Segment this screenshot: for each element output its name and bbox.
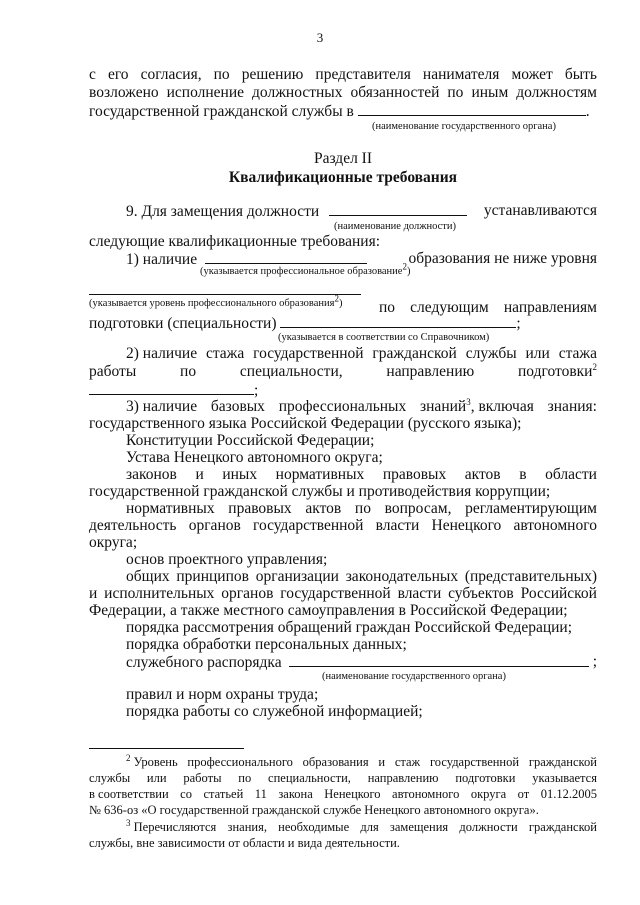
top-line-3 — [89, 102, 597, 120]
caption-reference: (указывается в соответствии со Справочником) — [278, 332, 490, 343]
item3-knowledge-word: знаний — [420, 398, 467, 415]
footnote-2-line-3 — [89, 787, 597, 802]
item3-line-6: государственной гражданской службы и противодействия коррупции; — [89, 483, 551, 500]
word: автономного — [392, 787, 460, 801]
word: стажа — [558, 345, 597, 362]
item3-line-15: порядка обработки персональных данных; — [126, 636, 407, 653]
word: профессионального — [187, 755, 293, 769]
item2-line-2 — [89, 363, 597, 380]
word: нормативных — [275, 466, 365, 483]
word: государственной — [280, 585, 391, 602]
word: профессиональных — [278, 398, 407, 415]
word: деятельность — [89, 517, 177, 534]
word: замещения — [389, 820, 449, 834]
blank-field — [329, 202, 467, 216]
word: его — [107, 66, 129, 83]
footnote-2-first — [126, 752, 178, 770]
word: гражданской — [372, 345, 457, 362]
word: исполнительных — [104, 585, 215, 602]
word: иным — [471, 84, 509, 101]
word: актов — [305, 500, 342, 517]
word: нормативных — [126, 500, 215, 517]
footnote-ref: 2 — [334, 293, 339, 304]
word: органов — [188, 517, 241, 534]
footnote-3-first-word: Перечисляются — [133, 820, 217, 834]
word: 01.12.2005 — [540, 787, 597, 801]
item3-line-8 — [89, 517, 597, 534]
word: специальности, — [268, 771, 351, 785]
word: быть — [564, 66, 597, 83]
caption-education-level-text: (указывается уровень профессионального образования — [89, 298, 335, 309]
word: специальности, — [239, 363, 343, 380]
word: Ненецкого — [324, 787, 381, 801]
word: работы — [183, 771, 222, 785]
caption-state-body-2: (наименование государственного органа) — [322, 671, 506, 682]
word: следующим — [410, 299, 489, 316]
item1-line-3-text: подготовки (специальности) — [89, 315, 277, 332]
word: закона — [278, 787, 313, 801]
word: регламентирующим — [465, 500, 597, 517]
item1-line-3-end: ; — [516, 315, 521, 332]
word: автономного — [513, 517, 597, 534]
item3-line-12 — [89, 585, 597, 602]
item3-line-14: порядка рассмотрения обращений граждан Российской Федерации; — [126, 619, 573, 636]
item2-line-1 — [126, 345, 597, 362]
word: иных — [222, 466, 258, 483]
word: (представительных) — [464, 568, 597, 585]
item3-line-11 — [126, 568, 597, 585]
word: общих — [126, 568, 170, 585]
item2-line-2-last-text: подготовки — [518, 363, 593, 380]
word: в — [519, 466, 527, 483]
item3-line-10: основ проектного управления; — [126, 551, 328, 568]
p9-line-2: следующие квалификационные требования: — [89, 233, 381, 250]
word: направлению — [367, 771, 439, 785]
word: базовых — [210, 398, 265, 415]
footnote-3-line-1 — [126, 817, 597, 835]
word: обязанностей — [350, 84, 440, 101]
word: для — [360, 820, 379, 834]
word: принципов — [176, 568, 249, 585]
word: с — [89, 66, 96, 83]
item3-knowledge — [420, 398, 534, 415]
word: по — [213, 66, 230, 83]
word: гражданской — [528, 755, 597, 769]
word: 11 — [254, 787, 267, 801]
footnote-3-mark: 3 — [126, 817, 131, 828]
word: должностных — [252, 84, 343, 101]
word: области — [545, 466, 597, 483]
word: по — [447, 84, 464, 101]
item3-line-18: порядка работы со служебной информацией; — [126, 703, 423, 720]
item2-line-2-last — [518, 363, 597, 380]
item3-line-2: государственного языка Российской Федерации (русского языка); — [89, 415, 522, 432]
footnote-3-first — [126, 817, 217, 835]
footnote-separator — [89, 748, 244, 749]
blank-field — [358, 102, 586, 116]
word: округа — [470, 787, 507, 801]
word: 2) наличие — [126, 345, 198, 362]
word: решению — [241, 66, 304, 83]
item3-line-16-end: ; — [592, 653, 597, 670]
footnote-ref: 2 — [402, 261, 407, 272]
footnote-2-first-word: Уровень — [133, 755, 178, 769]
word: направлениям — [503, 299, 597, 316]
word: по — [379, 299, 396, 316]
top-line-2 — [89, 84, 597, 101]
word: по — [354, 500, 371, 517]
word: со — [180, 787, 192, 801]
item3-line-3: Конституции Российской Федерации; — [126, 432, 375, 449]
item3-line-16-text: служебного распорядка — [126, 654, 282, 671]
word: актов — [464, 466, 501, 483]
p9-line-1 — [126, 202, 597, 220]
word: законодательных — [345, 568, 459, 585]
page-number: 3 — [316, 30, 324, 45]
item3-line-9: округа; — [89, 534, 138, 551]
word: должностям — [516, 84, 597, 101]
word: статьей — [203, 787, 244, 801]
caption-education — [200, 261, 411, 278]
word: или — [525, 345, 550, 362]
caption-education-end: ) — [406, 266, 411, 277]
word: должности — [459, 820, 518, 834]
footnote-ref: 2 — [592, 361, 597, 372]
word: вопросам, — [384, 500, 452, 517]
word: или — [146, 771, 167, 785]
item3-tail-1: , включая — [470, 398, 534, 415]
word: стажа — [205, 345, 245, 362]
word: и — [89, 585, 98, 602]
word: государственной — [253, 517, 364, 534]
caption-education-level-end: ) — [338, 298, 343, 309]
word: государственной — [253, 345, 364, 362]
word: власти — [375, 517, 420, 534]
p9-start: 9. Для замещения должности — [126, 203, 320, 220]
item3-line-5 — [126, 466, 597, 483]
top-line-1 — [89, 66, 597, 83]
word: стаж — [394, 755, 421, 769]
footnote-ref: 3 — [466, 396, 471, 407]
footnote-2-line-4: № 636-оз «О государственной гражданской службе Ненецкого автономного округа». — [89, 803, 539, 817]
word: возложено — [89, 84, 159, 101]
item3-line-7 — [126, 500, 597, 517]
caption-education-level — [89, 293, 343, 310]
word: субъектов — [448, 585, 514, 602]
item3-line-1 — [126, 398, 597, 415]
item3-line-17: правил и норм охраны труда; — [126, 686, 319, 703]
word: указывается — [532, 771, 597, 785]
word: необходимые — [278, 820, 350, 834]
blank-field — [289, 653, 589, 667]
word: подготовки — [455, 771, 516, 785]
word: Российской — [520, 585, 597, 602]
top-line-3-end: . — [585, 103, 590, 120]
word: власти — [397, 585, 442, 602]
word: представителя — [315, 66, 411, 83]
caption-state-body: (наименование государственного органа) — [372, 121, 556, 132]
item3-line-4: Устава Ненецкого автономного округа; — [126, 449, 383, 466]
word: Ненецкого — [431, 517, 502, 534]
word: работы — [89, 363, 137, 380]
word: исполнение — [166, 84, 245, 101]
word: службы — [89, 771, 131, 785]
item2-line-3-end: ; — [254, 382, 259, 399]
word: законов — [126, 466, 177, 483]
word: службы — [465, 345, 517, 362]
word: 3) наличие — [126, 398, 198, 415]
caption-education-text: (указывается профессиональное образование — [200, 266, 403, 277]
section-number: Раздел II — [313, 150, 373, 167]
word: правовых — [228, 500, 292, 517]
word: образования — [302, 755, 369, 769]
p9-end: устанавливаются — [483, 202, 597, 219]
item3-line-13: Федерации, а также местного самоуправления в Российской Федерации; — [89, 602, 568, 619]
footnote-3-line-2: службы, вне зависимости от области и вида деятельности. — [89, 836, 400, 850]
word: и — [195, 466, 204, 483]
blank-field — [205, 250, 367, 264]
blank-field — [280, 314, 516, 328]
word: согласия, — [140, 66, 202, 83]
blank-field — [89, 281, 361, 295]
word: и — [378, 755, 386, 769]
word: организации — [255, 568, 339, 585]
word: государственной — [429, 755, 520, 769]
top-line-3-text: государственной гражданской службы в — [89, 103, 354, 120]
word: по — [180, 363, 197, 380]
word: гражданской — [528, 820, 597, 834]
item2-line-3 — [89, 381, 597, 399]
footnote-2-line-2 — [89, 771, 597, 786]
word: по — [238, 771, 252, 785]
blank-field — [89, 381, 254, 395]
caption-position: (наименование должности) — [334, 221, 457, 232]
item1-start: 1) наличие — [126, 251, 198, 268]
word: от — [517, 787, 530, 801]
item1-end: образования не ниже уровня — [408, 250, 597, 267]
word: знания, — [227, 820, 267, 834]
word: может — [511, 66, 553, 83]
word: направлению — [386, 363, 475, 380]
item1-line-3 — [89, 314, 597, 332]
section-title: Квалификационные требования — [228, 169, 458, 186]
word: нанимателя — [422, 66, 500, 83]
footnote-2-mark: 2 — [126, 752, 131, 763]
word: в соответствии — [89, 787, 169, 801]
word: органов — [221, 585, 274, 602]
item3-tail-2: знания: — [547, 398, 597, 415]
footnote-2-line-1 — [126, 752, 597, 770]
item3-line-16 — [126, 653, 597, 671]
word: правовых — [382, 466, 447, 483]
